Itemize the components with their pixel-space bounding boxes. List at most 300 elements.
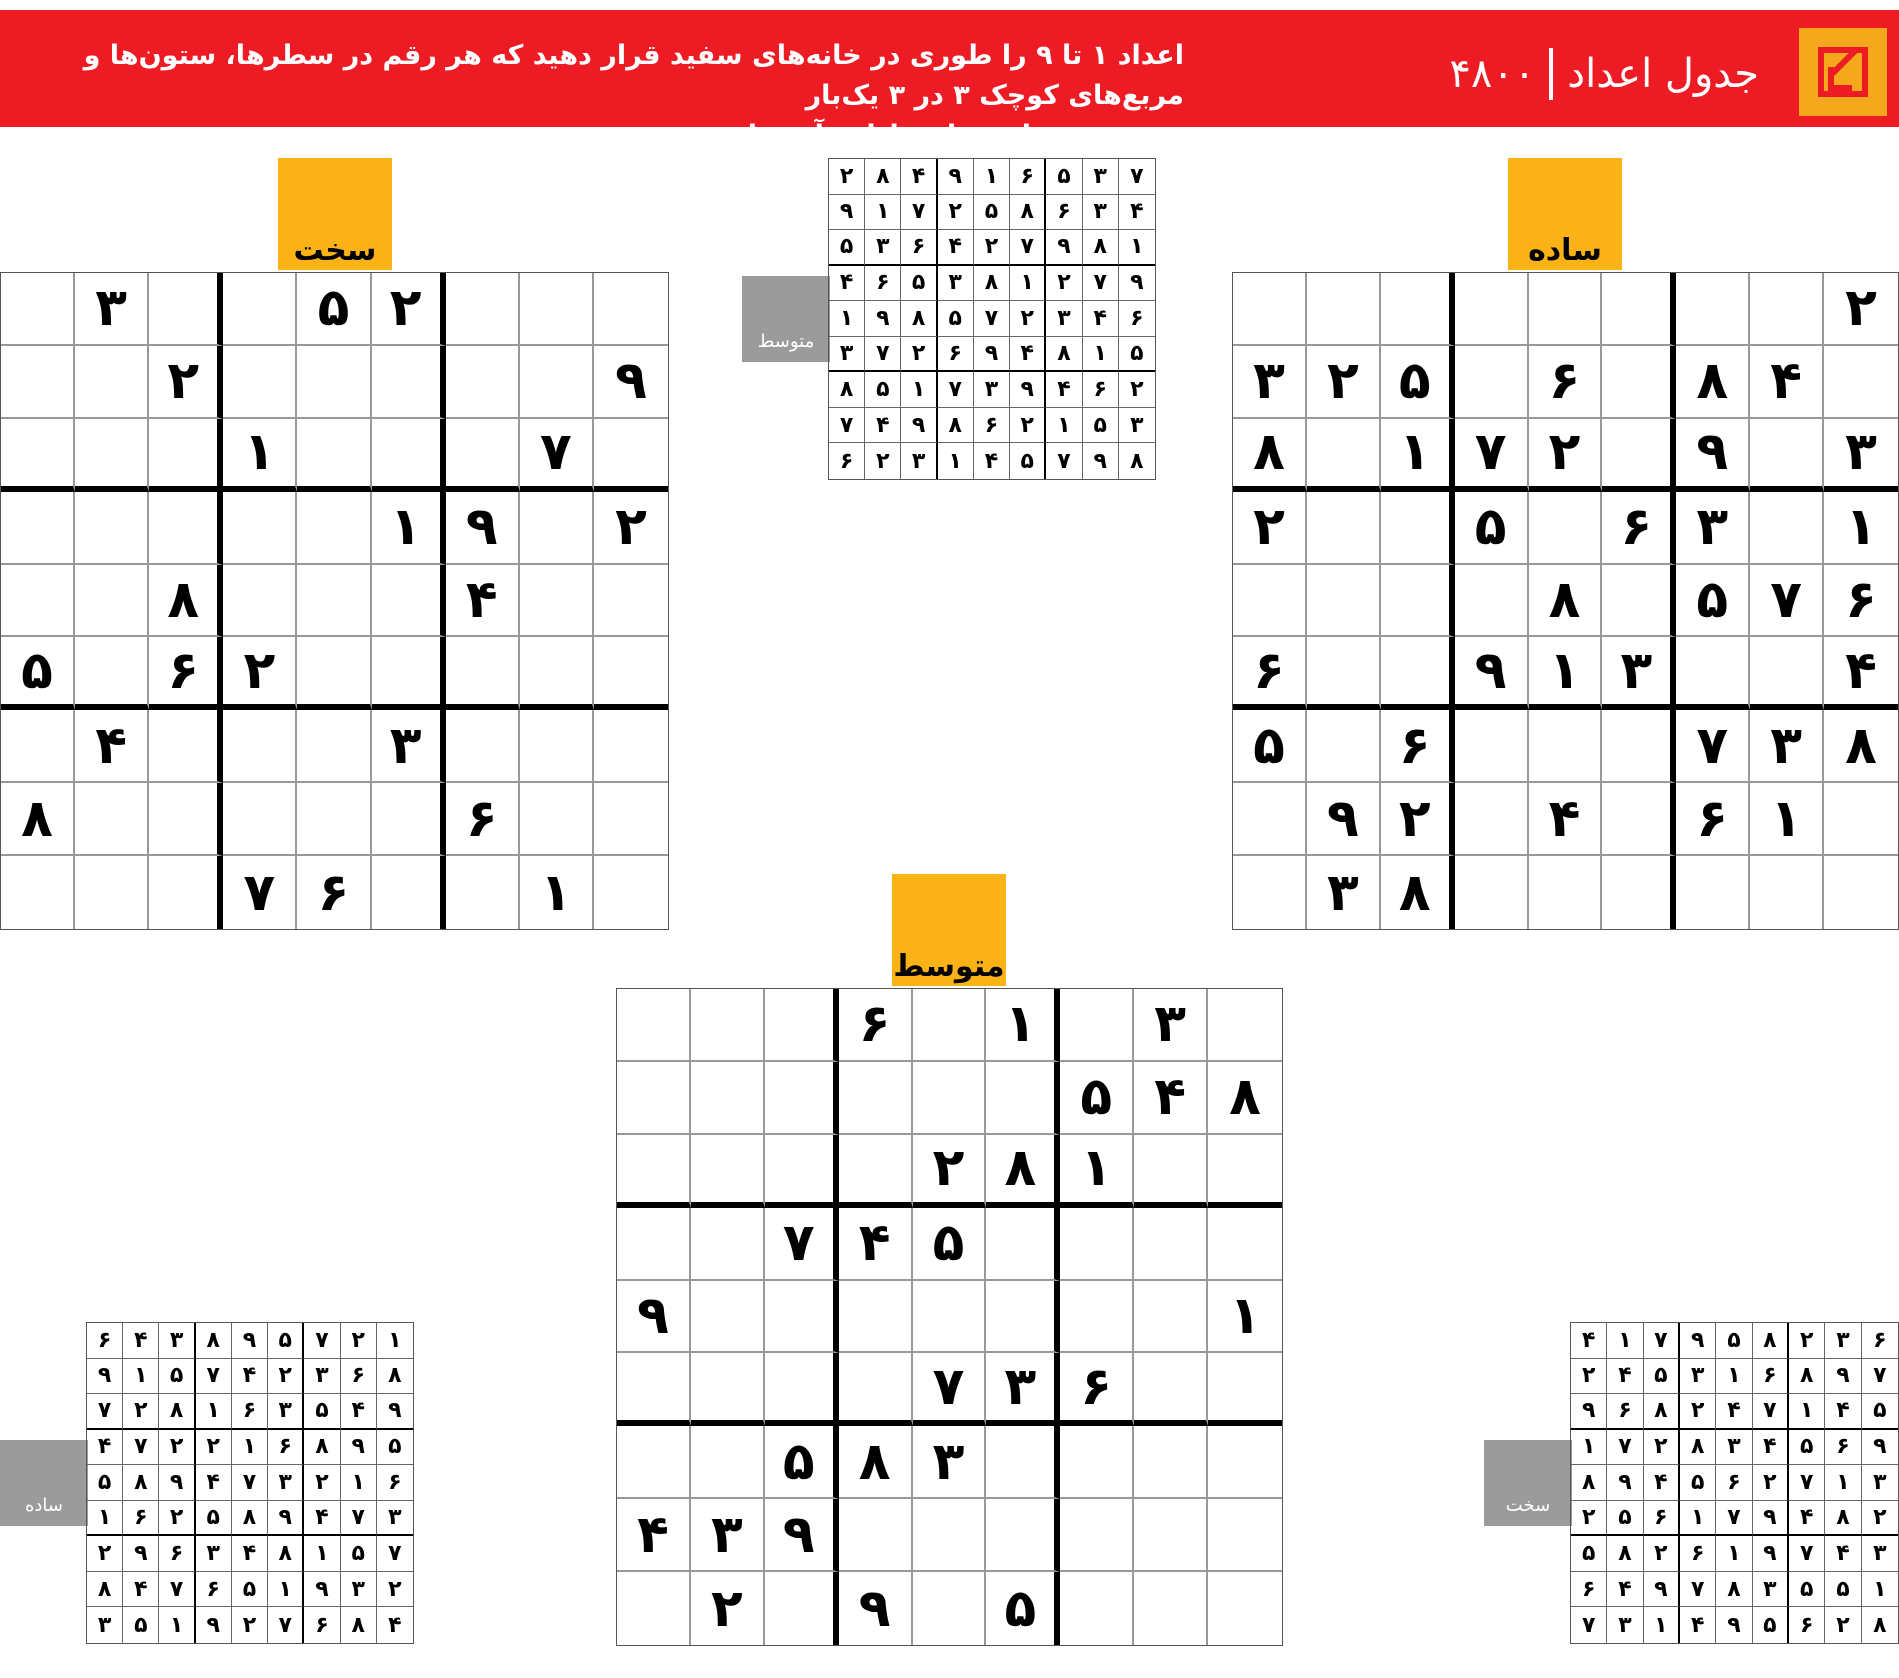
sudoku-cell[interactable]: ۳ bbox=[1046, 301, 1082, 337]
sudoku-cell[interactable]: ۹ bbox=[232, 1323, 268, 1359]
sudoku-cell[interactable]: ۴ bbox=[901, 159, 937, 195]
sudoku-cell[interactable] bbox=[75, 419, 149, 492]
sudoku-cell[interactable] bbox=[1602, 273, 1676, 346]
sudoku-cell[interactable] bbox=[446, 419, 520, 492]
sudoku-cell[interactable]: ۳ bbox=[1134, 989, 1208, 1062]
sudoku-cell[interactable]: ۶ bbox=[1607, 1394, 1643, 1430]
sudoku-cell[interactable]: ۳ bbox=[1307, 856, 1381, 929]
sudoku-cell[interactable]: ۱ bbox=[232, 1430, 268, 1466]
sudoku-cell[interactable] bbox=[1134, 1208, 1208, 1281]
sudoku-cell[interactable]: ۷ bbox=[938, 372, 974, 408]
sudoku-cell[interactable]: ۴ bbox=[1571, 1323, 1607, 1359]
sudoku-cell[interactable] bbox=[1, 565, 75, 638]
sudoku-cell[interactable]: ۹ bbox=[1119, 266, 1155, 302]
sudoku-cell[interactable]: ۲ bbox=[159, 1501, 195, 1537]
sudoku-cell[interactable]: ۴ bbox=[1716, 1394, 1752, 1430]
sudoku-cell[interactable]: ۵ bbox=[304, 1394, 340, 1430]
sudoku-cell[interactable] bbox=[1134, 1572, 1208, 1645]
sudoku-cell[interactable]: ۹ bbox=[1307, 783, 1381, 856]
sudoku-cell[interactable]: ۷ bbox=[123, 1430, 159, 1466]
sudoku-cell[interactable]: ۵ bbox=[829, 230, 865, 266]
sudoku-cell[interactable]: ۴ bbox=[1825, 1394, 1861, 1430]
sudoku-cell[interactable]: ۱ bbox=[159, 1607, 195, 1643]
sudoku-cell[interactable]: ۶ bbox=[123, 1501, 159, 1537]
sudoku-cell[interactable]: ۵ bbox=[901, 266, 937, 302]
sudoku-cell[interactable]: ۶ bbox=[1676, 783, 1750, 856]
sudoku-cell[interactable]: ۲ bbox=[1046, 266, 1082, 302]
sudoku-cell[interactable]: ۵ bbox=[1381, 346, 1455, 419]
sudoku-cell[interactable]: ۷ bbox=[1676, 710, 1750, 783]
sudoku-cell[interactable]: ۹ bbox=[1083, 443, 1119, 479]
sudoku-cell[interactable]: ۸ bbox=[232, 1501, 268, 1537]
sudoku-cell[interactable]: ۶ bbox=[446, 783, 520, 856]
sudoku-cell[interactable]: ۳ bbox=[372, 710, 446, 783]
sudoku-cell[interactable]: ۲ bbox=[1571, 1501, 1607, 1537]
sudoku-cell[interactable]: ۹ bbox=[304, 1572, 340, 1608]
sudoku-cell[interactable] bbox=[1602, 856, 1676, 929]
sudoku-cell[interactable]: ۲ bbox=[149, 346, 223, 419]
sudoku-cell[interactable]: ۳ bbox=[913, 1426, 987, 1499]
sudoku-cell[interactable]: ۸ bbox=[196, 1323, 232, 1359]
sudoku-cell[interactable] bbox=[986, 1208, 1060, 1281]
sudoku-cell[interactable] bbox=[1208, 1572, 1282, 1645]
sudoku-cell[interactable] bbox=[149, 273, 223, 346]
sudoku-cell[interactable] bbox=[691, 989, 765, 1062]
sudoku-cell[interactable]: ۹ bbox=[839, 1572, 913, 1645]
sudoku-cell[interactable]: ۸ bbox=[1873, 1612, 1887, 1638]
sudoku-cell[interactable] bbox=[1750, 273, 1824, 346]
sudoku-cell[interactable] bbox=[1307, 492, 1381, 565]
sudoku-cell[interactable]: ۹ bbox=[1046, 230, 1082, 266]
sudoku-cell[interactable]: ۶ bbox=[1060, 1353, 1134, 1426]
sudoku-cell[interactable] bbox=[1750, 856, 1824, 929]
sudoku-cell[interactable]: ۴ bbox=[1750, 346, 1824, 419]
sudoku-cell[interactable]: ۱ bbox=[1716, 1536, 1752, 1572]
sudoku-cell[interactable]: ۱ bbox=[1750, 783, 1824, 856]
sudoku-cell[interactable]: ۸ bbox=[1010, 195, 1046, 231]
sudoku-cell[interactable]: ۲ bbox=[1753, 1465, 1789, 1501]
sudoku-cell[interactable] bbox=[1307, 710, 1381, 783]
sudoku-cell[interactable]: ۵ bbox=[1046, 159, 1082, 195]
sudoku-cell[interactable]: ۹ bbox=[446, 492, 520, 565]
sudoku-cell[interactable]: ۶ bbox=[268, 1430, 304, 1466]
sudoku-cell[interactable]: ۱ bbox=[1083, 337, 1119, 373]
sudoku-cell[interactable] bbox=[446, 346, 520, 419]
sudoku-cell[interactable] bbox=[1455, 273, 1529, 346]
sudoku-cell[interactable]: ۷ bbox=[1750, 565, 1824, 638]
sudoku-cell[interactable]: ۶ bbox=[1716, 1465, 1752, 1501]
sudoku-cell[interactable]: ۳ bbox=[1607, 1607, 1643, 1643]
sudoku-cell[interactable]: ۶ bbox=[341, 1359, 377, 1395]
sudoku-cell[interactable]: ۵ bbox=[1571, 1536, 1607, 1572]
sudoku-cell[interactable]: ۲ bbox=[196, 1430, 232, 1466]
sudoku-cell[interactable]: ۴ bbox=[1046, 372, 1082, 408]
sudoku-cell[interactable]: ۱ bbox=[87, 1501, 123, 1537]
sudoku-cell[interactable]: ۴ bbox=[196, 1465, 232, 1501]
sudoku-cell[interactable]: ۶ bbox=[1824, 565, 1898, 638]
sudoku-cell[interactable]: ۲ bbox=[1862, 1501, 1898, 1537]
sudoku-cell[interactable]: ۶ bbox=[232, 1394, 268, 1430]
sudoku-cell[interactable]: ۷ bbox=[974, 301, 1010, 337]
sudoku-cell[interactable] bbox=[297, 492, 371, 565]
sudoku-cell[interactable] bbox=[149, 710, 223, 783]
sudoku-cell[interactable] bbox=[1134, 1135, 1208, 1208]
sudoku-cell[interactable]: ۳ bbox=[865, 230, 901, 266]
sudoku-cell[interactable]: ۷ bbox=[1010, 230, 1046, 266]
sudoku-cell[interactable] bbox=[1060, 1499, 1134, 1572]
sudoku-cell[interactable] bbox=[372, 637, 446, 710]
sudoku-cell[interactable] bbox=[520, 492, 594, 565]
sudoku-cell[interactable]: ۴ bbox=[304, 1501, 340, 1537]
sudoku-cell[interactable] bbox=[617, 1353, 691, 1426]
sudoku-cell[interactable]: ۹ bbox=[1571, 1394, 1607, 1430]
sudoku-cell[interactable]: ۲ bbox=[829, 159, 865, 195]
sudoku-cell[interactable] bbox=[297, 346, 371, 419]
sudoku-cell[interactable] bbox=[1208, 1135, 1282, 1208]
sudoku-cell[interactable]: ۳ bbox=[341, 1572, 377, 1608]
sudoku-cell[interactable]: ۶ bbox=[1825, 1430, 1861, 1466]
sudoku-cell[interactable]: ۴ bbox=[1083, 301, 1119, 337]
sudoku-cell[interactable]: ۴ bbox=[1010, 337, 1046, 373]
sudoku-cell[interactable] bbox=[617, 1062, 691, 1135]
sudoku-cell[interactable] bbox=[223, 273, 297, 346]
sudoku-cell[interactable] bbox=[1208, 1499, 1282, 1572]
sudoku-cell[interactable]: ۴ bbox=[123, 1323, 159, 1359]
sudoku-cell[interactable]: ۳ bbox=[196, 1536, 232, 1572]
sudoku-cell[interactable] bbox=[691, 1135, 765, 1208]
sudoku-cell[interactable]: ۷ bbox=[1716, 1501, 1752, 1537]
sudoku-cell[interactable] bbox=[297, 637, 371, 710]
sudoku-cell[interactable]: ۲ bbox=[1381, 783, 1455, 856]
sudoku-cell[interactable]: ۸ bbox=[123, 1465, 159, 1501]
sudoku-cell[interactable]: ۴ bbox=[232, 1359, 268, 1395]
sudoku-cell[interactable]: ۲ bbox=[1789, 1323, 1825, 1359]
sudoku-cell[interactable] bbox=[520, 783, 594, 856]
sudoku-cell[interactable] bbox=[1381, 637, 1455, 710]
sudoku-cell[interactable]: ۵ bbox=[1010, 443, 1046, 479]
sudoku-cell[interactable] bbox=[594, 273, 668, 346]
sudoku-cell[interactable]: ۸ bbox=[159, 1394, 195, 1430]
sudoku-cell[interactable]: ۹ bbox=[87, 1359, 123, 1395]
sudoku-cell[interactable] bbox=[1602, 419, 1676, 492]
sudoku-cell[interactable]: ۵ bbox=[1789, 1430, 1825, 1466]
sudoku-cell[interactable] bbox=[594, 419, 668, 492]
sudoku-cell[interactable]: ۳ bbox=[1750, 710, 1824, 783]
sudoku-cell[interactable]: ۴ bbox=[938, 230, 974, 266]
sudoku-cell[interactable]: ۶ bbox=[1529, 346, 1603, 419]
sudoku-cell[interactable]: ۲ bbox=[938, 195, 974, 231]
sudoku-cell[interactable]: ۵ bbox=[1862, 1394, 1898, 1430]
sudoku-cell[interactable]: ۶ bbox=[1381, 710, 1455, 783]
sudoku-cell[interactable]: ۷ bbox=[87, 1394, 123, 1430]
sudoku-cell[interactable]: ۷ bbox=[1789, 1465, 1825, 1501]
sudoku-cell[interactable] bbox=[1676, 637, 1750, 710]
sudoku-cell[interactable]: ۳ bbox=[691, 1499, 765, 1572]
sudoku-cell[interactable]: ۸ bbox=[865, 159, 901, 195]
sudoku-cell[interactable]: ۶ bbox=[1083, 372, 1119, 408]
sudoku-cell[interactable] bbox=[75, 565, 149, 638]
sudoku-cell[interactable]: ۷ bbox=[1789, 1536, 1825, 1572]
sudoku-cell[interactable]: ۲ bbox=[913, 1135, 987, 1208]
sudoku-cell[interactable]: ۳ bbox=[901, 443, 937, 479]
sudoku-cell[interactable] bbox=[1602, 565, 1676, 638]
sudoku-cell[interactable]: ۳ bbox=[1825, 1323, 1861, 1359]
sudoku-cell[interactable]: ۸ bbox=[1753, 1323, 1789, 1359]
sudoku-cell[interactable] bbox=[1824, 856, 1898, 929]
sudoku-cell[interactable]: ۵ bbox=[1825, 1572, 1861, 1608]
sudoku-cell[interactable] bbox=[1529, 710, 1603, 783]
sudoku-cell[interactable]: ۴ bbox=[974, 443, 1010, 479]
sudoku-cell[interactable] bbox=[223, 783, 297, 856]
sudoku-cell[interactable]: ۱ bbox=[1680, 1501, 1716, 1537]
sudoku-cell[interactable]: ۳ bbox=[829, 337, 865, 373]
sudoku-cell[interactable]: ۷ bbox=[232, 1465, 268, 1501]
sudoku-cell[interactable]: ۸ bbox=[938, 408, 974, 444]
sudoku-cell[interactable] bbox=[1060, 989, 1134, 1062]
sudoku-cell[interactable] bbox=[765, 1572, 839, 1645]
sudoku-cell[interactable]: ۸ bbox=[986, 1135, 1060, 1208]
sudoku-cell[interactable]: ۶ bbox=[901, 230, 937, 266]
sudoku-cell[interactable]: ۵ bbox=[913, 1208, 987, 1281]
sudoku-cell[interactable] bbox=[913, 1281, 987, 1354]
sudoku-cell[interactable]: ۱ bbox=[341, 1465, 377, 1501]
sudoku-cell[interactable] bbox=[765, 1353, 839, 1426]
sudoku-cell[interactable]: ۹ bbox=[765, 1499, 839, 1572]
sudoku-cell[interactable]: ۳ bbox=[986, 1353, 1060, 1426]
sudoku-cell[interactable] bbox=[75, 637, 149, 710]
sudoku-cell[interactable] bbox=[223, 346, 297, 419]
sudoku-cell[interactable]: ۳ bbox=[268, 1394, 304, 1430]
sudoku-cell[interactable]: ۱ bbox=[938, 443, 974, 479]
sudoku-cell[interactable] bbox=[1208, 1426, 1282, 1499]
sudoku-cell[interactable] bbox=[617, 1426, 691, 1499]
sudoku-cell[interactable]: ۴ bbox=[232, 1536, 268, 1572]
sudoku-cell[interactable]: ۲ bbox=[1119, 372, 1155, 408]
sudoku-cell[interactable] bbox=[372, 419, 446, 492]
sudoku-cell[interactable]: ۲ bbox=[865, 443, 901, 479]
sudoku-cell[interactable] bbox=[1381, 492, 1455, 565]
sudoku-cell[interactable]: ۲ bbox=[341, 1323, 377, 1359]
sudoku-cell[interactable]: ۵ bbox=[159, 1359, 195, 1395]
sudoku-cell[interactable]: ۶ bbox=[377, 1465, 413, 1501]
sudoku-cell[interactable]: ۶ bbox=[149, 637, 223, 710]
sudoku-cell[interactable] bbox=[372, 856, 446, 929]
sudoku-cell[interactable]: ۵ bbox=[232, 1572, 268, 1608]
sudoku-cell[interactable]: ۷ bbox=[901, 195, 937, 231]
sudoku-cell[interactable] bbox=[1529, 492, 1603, 565]
sudoku-cell[interactable] bbox=[839, 1135, 913, 1208]
sudoku-cell[interactable] bbox=[1602, 346, 1676, 419]
sudoku-cell[interactable] bbox=[594, 710, 668, 783]
sudoku-cell[interactable] bbox=[1233, 565, 1307, 638]
sudoku-cell[interactable]: ۳ bbox=[75, 273, 149, 346]
sudoku-cell[interactable]: ۱ bbox=[123, 1359, 159, 1395]
sudoku-cell[interactable]: ۷ bbox=[765, 1208, 839, 1281]
sudoku-cell[interactable]: ۲ bbox=[87, 1536, 123, 1572]
sudoku-cell[interactable]: ۱ bbox=[1789, 1394, 1825, 1430]
sudoku-cell[interactable] bbox=[372, 346, 446, 419]
sudoku-cell[interactable]: ۸ bbox=[1676, 346, 1750, 419]
sudoku-cell[interactable]: ۵ bbox=[1607, 1501, 1643, 1537]
sudoku-cell[interactable]: ۶ bbox=[1010, 159, 1046, 195]
sudoku-cell[interactable]: ۸ bbox=[1083, 230, 1119, 266]
sudoku-cell[interactable]: ۹ bbox=[1753, 1501, 1789, 1537]
sudoku-cell[interactable]: ۶ bbox=[865, 266, 901, 302]
sudoku-cell[interactable] bbox=[1208, 989, 1282, 1062]
sudoku-cell[interactable]: ۴ bbox=[1680, 1607, 1716, 1643]
sudoku-cell[interactable]: ۸ bbox=[1789, 1359, 1825, 1395]
sudoku-cell[interactable]: ۵ bbox=[341, 1536, 377, 1572]
sudoku-cell[interactable]: ۵ bbox=[377, 1430, 413, 1466]
sudoku-cell[interactable]: ۳ bbox=[938, 266, 974, 302]
sudoku-cell[interactable]: ۶ bbox=[297, 856, 371, 929]
sudoku-cell[interactable] bbox=[594, 856, 668, 929]
sudoku-cell[interactable]: ۵ bbox=[268, 1323, 304, 1359]
sudoku-cell[interactable] bbox=[986, 1499, 1060, 1572]
sudoku-cell[interactable]: ۱ bbox=[268, 1572, 304, 1608]
sudoku-cell[interactable]: ۶ bbox=[1862, 1323, 1898, 1359]
sudoku-cell[interactable] bbox=[765, 1135, 839, 1208]
sudoku-cell[interactable]: ۷ bbox=[1607, 1430, 1643, 1466]
sudoku-cell[interactable]: ۱ bbox=[974, 159, 1010, 195]
sudoku-cell[interactable] bbox=[1602, 710, 1676, 783]
sudoku-cell[interactable] bbox=[1134, 1426, 1208, 1499]
sudoku-cell[interactable]: ۹ bbox=[268, 1501, 304, 1537]
sudoku-cell[interactable]: ۸ bbox=[974, 266, 1010, 302]
sudoku-cell[interactable]: ۳ bbox=[1676, 492, 1750, 565]
sudoku-cell[interactable]: ۵ bbox=[765, 1426, 839, 1499]
sudoku-cell[interactable]: ۵ bbox=[1753, 1607, 1789, 1643]
sudoku-cell[interactable] bbox=[691, 1208, 765, 1281]
sudoku-cell[interactable]: ۷ bbox=[159, 1572, 195, 1608]
sudoku-cell[interactable] bbox=[1, 710, 75, 783]
sudoku-cell[interactable] bbox=[691, 1281, 765, 1354]
sudoku-cell[interactable] bbox=[1, 346, 75, 419]
sudoku-cell[interactable]: ۱ bbox=[901, 372, 937, 408]
sudoku-cell[interactable] bbox=[149, 419, 223, 492]
sudoku-cell[interactable]: ۹ bbox=[196, 1607, 232, 1643]
sudoku-cell[interactable]: ۸ bbox=[839, 1426, 913, 1499]
sudoku-cell[interactable]: ۴ bbox=[75, 710, 149, 783]
sudoku-cell[interactable]: ۲ bbox=[1644, 1430, 1680, 1466]
sudoku-cell[interactable]: ۸ bbox=[304, 1430, 340, 1466]
sudoku-cell[interactable]: ۸ bbox=[341, 1607, 377, 1643]
sudoku-cell[interactable] bbox=[149, 856, 223, 929]
sudoku-cell[interactable]: ۶ bbox=[974, 408, 1010, 444]
sudoku-cell[interactable]: ۳ bbox=[1602, 637, 1676, 710]
sudoku-cell[interactable]: ۸ bbox=[1046, 337, 1082, 373]
sudoku-cell[interactable]: ۱ bbox=[196, 1394, 232, 1430]
sudoku-cell[interactable]: ۶ bbox=[1119, 301, 1155, 337]
sudoku-cell[interactable] bbox=[839, 1353, 913, 1426]
sudoku-cell[interactable] bbox=[75, 346, 149, 419]
sudoku-cell[interactable] bbox=[839, 1062, 913, 1135]
sudoku-cell[interactable]: ۲ bbox=[377, 1572, 413, 1608]
sudoku-cell[interactable] bbox=[149, 492, 223, 565]
sudoku-cell[interactable]: ۵ bbox=[1716, 1323, 1752, 1359]
sudoku-cell[interactable]: ۲ bbox=[1824, 273, 1898, 346]
sudoku-cell[interactable] bbox=[1824, 783, 1898, 856]
sudoku-cell[interactable] bbox=[297, 710, 371, 783]
sudoku-cell[interactable] bbox=[1, 856, 75, 929]
sudoku-cell[interactable]: ۹ bbox=[341, 1430, 377, 1466]
sudoku-cell[interactable]: ۹ bbox=[1676, 419, 1750, 492]
sudoku-cell[interactable]: ۹ bbox=[594, 346, 668, 419]
sudoku-cell[interactable]: ۸ bbox=[1644, 1394, 1680, 1430]
sudoku-cell[interactable]: ۷ bbox=[1083, 266, 1119, 302]
sudoku-cell[interactable]: ۷ bbox=[1644, 1323, 1680, 1359]
sudoku-cell[interactable]: ۴ bbox=[123, 1572, 159, 1608]
sudoku-cell[interactable] bbox=[1134, 1281, 1208, 1354]
sudoku-cell[interactable] bbox=[1455, 710, 1529, 783]
sudoku-cell[interactable]: ۴ bbox=[446, 565, 520, 638]
sudoku-cell[interactable]: ۱ bbox=[986, 989, 1060, 1062]
sudoku-cell[interactable]: ۴ bbox=[1789, 1501, 1825, 1537]
sudoku-cell[interactable]: ۹ bbox=[865, 301, 901, 337]
sudoku-cell[interactable] bbox=[1307, 637, 1381, 710]
sudoku-cell[interactable]: ۵ bbox=[1644, 1359, 1680, 1395]
sudoku-cell[interactable]: ۲ bbox=[223, 637, 297, 710]
sudoku-cell[interactable] bbox=[1529, 273, 1603, 346]
sudoku-cell[interactable]: ۳ bbox=[1233, 346, 1307, 419]
sudoku-cell[interactable]: ۳ bbox=[159, 1323, 195, 1359]
sudoku-cell[interactable]: ۴ bbox=[87, 1430, 123, 1466]
sudoku-cell[interactable]: ۹ bbox=[617, 1281, 691, 1354]
sudoku-cell[interactable] bbox=[1676, 273, 1750, 346]
sudoku-cell[interactable] bbox=[594, 565, 668, 638]
sudoku-cell[interactable] bbox=[520, 710, 594, 783]
sudoku-cell[interactable] bbox=[617, 1135, 691, 1208]
sudoku-cell[interactable]: ۵ bbox=[123, 1607, 159, 1643]
sudoku-cell[interactable] bbox=[986, 1281, 1060, 1354]
sudoku-cell[interactable] bbox=[1750, 637, 1824, 710]
sudoku-cell[interactable] bbox=[1060, 1572, 1134, 1645]
sudoku-cell[interactable] bbox=[1060, 1208, 1134, 1281]
sudoku-cell[interactable]: ۴ bbox=[1134, 1062, 1208, 1135]
sudoku-cell[interactable]: ۴ bbox=[1753, 1430, 1789, 1466]
sudoku-cell[interactable]: ۴ bbox=[1607, 1359, 1643, 1395]
sudoku-cell[interactable]: ۸ bbox=[1607, 1536, 1643, 1572]
sudoku-cell[interactable]: ۵ bbox=[196, 1501, 232, 1537]
sudoku-cell[interactable] bbox=[1381, 565, 1455, 638]
sudoku-cell[interactable]: ۷ bbox=[196, 1359, 232, 1395]
sudoku-cell[interactable] bbox=[520, 565, 594, 638]
sudoku-cell[interactable]: ۳ bbox=[1119, 408, 1155, 444]
sudoku-cell[interactable]: ۸ bbox=[87, 1572, 123, 1608]
sudoku-cell[interactable]: ۲ bbox=[901, 337, 937, 373]
sudoku-cell[interactable]: ۱ bbox=[1381, 419, 1455, 492]
sudoku-cell[interactable]: ۶ bbox=[1753, 1359, 1789, 1395]
sudoku-cell[interactable]: ۷ bbox=[268, 1607, 304, 1643]
sudoku-cell[interactable]: ۹ bbox=[159, 1465, 195, 1501]
sudoku-cell[interactable]: ۱ bbox=[1010, 266, 1046, 302]
sudoku-cell[interactable]: ۱ bbox=[1716, 1359, 1752, 1395]
sudoku-cell[interactable] bbox=[1455, 856, 1529, 929]
sudoku-cell[interactable]: ۳ bbox=[87, 1607, 123, 1643]
sudoku-cell[interactable] bbox=[1233, 273, 1307, 346]
sudoku-cell[interactable]: ۳ bbox=[1680, 1359, 1716, 1395]
sudoku-cell[interactable]: ۱ bbox=[865, 195, 901, 231]
sudoku-cell[interactable]: ۷ bbox=[865, 337, 901, 373]
sudoku-cell[interactable]: ۹ bbox=[938, 159, 974, 195]
sudoku-cell[interactable] bbox=[1529, 856, 1603, 929]
sudoku-cell[interactable]: ۱ bbox=[304, 1536, 340, 1572]
sudoku-cell[interactable]: ۵ bbox=[1060, 1062, 1134, 1135]
sudoku-cell[interactable] bbox=[520, 273, 594, 346]
sudoku-cell[interactable] bbox=[617, 989, 691, 1062]
sudoku-cell[interactable]: ۵ bbox=[1789, 1572, 1825, 1608]
sudoku-cell[interactable]: ۸ bbox=[1130, 448, 1144, 474]
